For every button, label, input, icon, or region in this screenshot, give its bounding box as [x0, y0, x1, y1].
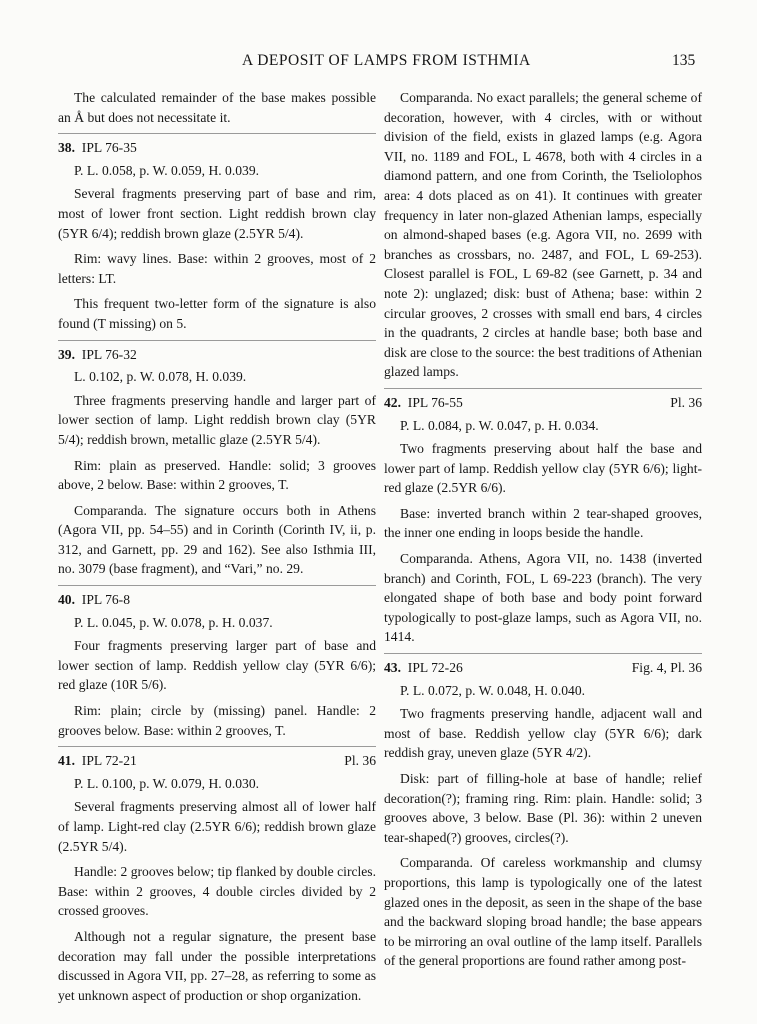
page-number: 135 — [672, 52, 696, 69]
entry-42-measurements: P. L. 0.084, p. W. 0.047, p. H. 0.034. — [400, 417, 599, 433]
entry-divider — [58, 585, 376, 586]
entry-43-description: Two fragments preserving handle, adjacent wall and most of base. Reddish yellow clay (5YR 6/6); dark reddish gray, uneven glaze (5YR 4/2). — [384, 706, 702, 761]
inventory-id: IPL 72-26 — [407, 660, 463, 676]
entry-number: 43. — [384, 660, 401, 676]
plate-reference: Pl. 36 — [344, 753, 376, 769]
entry-40-measurements: P. L. 0.045, p. W. 0.078, p. H. 0.037. — [74, 614, 273, 630]
entry-number: 42. — [384, 394, 401, 410]
left-column — [58, 88, 376, 1011]
entry-39-comparanda: Comparanda. The signature occurs both in Athens (Agora VII, pp. 54–55) and in Corinth (Corinth IV, ii, p. 312, and Garnett, pp. 29 and 162). See also Isthmia III, no. 3079 (base fragment), and “Vari,” no. 29. — [58, 502, 376, 577]
intro-paragraph: The calculated remainder of the base makes possible an Å but does not necessitate it. — [58, 90, 376, 125]
inventory-id: IPL 76-55 — [407, 394, 463, 410]
page-header — [0, 52, 757, 76]
entry-41-comparanda: Comparanda. No exact parallels; the general scheme of decoration, however, with 4 circles, with or without division of the field, exists in glazed lamps (e.g. Agora VII, no. 1189 and FOL, L 4678, both with 4 circles in a diamond pattern, and one from Corinth, the Tseliolophos area: 4 dots placed as on 41). It continues with greater frequency in later non-glazed Athenian lamps, especially on almond-shaped bases (e.g. Agora VII, no. 2699 with branches as crossbars, no. 2487, and FOL, L 69-253). Closest parallel is FOL, L 69-82 (see Garnett, p. 34 and note 2): unglazed; disk: bust of Athena; base: within 2 circular grooves, 2 crosses with small end bars, 4 circles in the quadrants, 2 circles at handle base; both base and disk are close to the source: the best traditions of Athenian glazed lamps. — [384, 90, 702, 380]
entry-38-description: Several fragments preserving part of base and rim, most of lower front section. Light reddish brown clay (5YR 6/4); reddish brown glaze (2.5YR 5/4). — [58, 186, 376, 241]
entry-43-comparanda: Comparanda. Of careless workmanship and clumsy proportions, this lamp is typologically one of the latest glazed ones in the deposit, as seen in the shape of the base and the backward sloping broad handle; the base appears to be mirroring an oval outline of the lamp itself. Parallels of the general proportions are found rather among post- — [384, 855, 702, 969]
entry-number: 38. — [58, 140, 75, 156]
right-column — [384, 88, 702, 977]
entry-42-comparanda: Comparanda. Athens, Agora VII, no. 1438 (inverted branch) and Corinth, FOL, L 69-223 (branch). The very elongated shape of both base and body point forward typologically to post-glaze lamps, such as Agora VII, no. 1414. — [384, 551, 702, 645]
inventory-id: IPL 76-35 — [81, 140, 137, 156]
inventory-id: IPL 72-21 — [81, 753, 137, 769]
entry-41-measurements: P. L. 0.100, p. W. 0.079, H. 0.030. — [74, 775, 260, 791]
entry-number: 40. — [58, 592, 75, 608]
entry-43-heading — [384, 658, 702, 678]
entry-41-heading — [58, 751, 376, 771]
entry-41-handle-base: Handle: 2 grooves below; tip flanked by double circles. Base: within 2 grooves, 4 double circles divided by 2 crossed grooves. — [58, 864, 376, 919]
entry-42-base: Base: inverted branch within 2 tear-shaped grooves, the inner one ending in loops beside the handle. — [384, 505, 702, 541]
entry-number: 39. — [58, 346, 75, 362]
inventory-id: IPL 76-32 — [81, 346, 137, 362]
entry-39-description: Three fragments preserving handle and larger part of lower section of lamp. Light reddish brown clay (5YR 5/4); reddish brown, metallic glaze (2.5YR 5/4). — [58, 392, 376, 447]
entry-41-description: Several fragments preserving almost all of lower half of lamp. Light-red clay (2.5YR 6/6); reddish brown glaze (2.5YR 5/4). — [58, 799, 376, 854]
plate-reference: Pl. 36 — [670, 394, 702, 410]
running-title: A DEPOSIT OF LAMPS FROM ISTHMIA — [242, 52, 531, 69]
entry-40-description: Four fragments preserving larger part of base and lower section of lamp. Reddish yellow clay (5YR 6/6); red glaze (10R 5/6). — [58, 638, 376, 693]
entry-divider — [58, 746, 376, 747]
entry-divider — [58, 133, 376, 134]
entry-38-rim-base: Rim: wavy lines. Base: within 2 grooves, most of 2 letters: LT. — [58, 251, 376, 286]
entry-38-measurements: P. L. 0.058, p. W. 0.059, H. 0.039. — [74, 162, 260, 178]
plate-reference: Fig. 4, Pl. 36 — [631, 660, 702, 676]
entry-38-note: This frequent two-letter form of the signature is also found (T missing) on 5. — [58, 296, 376, 331]
entry-43-disk-rim: Disk: part of filling-hole at base of handle; relief decoration(?); framing ring. Rim: plain. Handle: solid; 3 grooves above, 3 below. Base (Pl. 36): within 2 uneven tear-shaped(?) grooves, circles(?). — [384, 771, 702, 845]
entry-40-heading — [58, 590, 376, 610]
entry-39-rim-handle: Rim: plain as preserved. Handle: solid; 3 grooves above, 2 below. Base: within 2 grooves, T. — [58, 457, 376, 493]
entry-42-description: Two fragments preserving about half the base and lower part of lamp. Reddish yellow clay (5YR 6/6); light-red glaze (2.5YR 6/6). — [384, 441, 702, 496]
entry-42-heading — [384, 393, 702, 413]
entry-40-rim-handle: Rim: plain; circle by (missing) panel. Handle: 2 grooves below. Base: within 2 grooves, T. — [58, 703, 376, 738]
entry-38-heading — [58, 138, 376, 158]
entry-43-measurements: P. L. 0.072, p. W. 0.048, H. 0.040. — [400, 682, 586, 698]
entry-divider — [58, 340, 376, 341]
entry-divider — [384, 388, 702, 389]
entry-number: 41. — [58, 753, 75, 769]
inventory-id: IPL 76-8 — [81, 592, 130, 608]
entry-39-measurements: L. 0.102, p. W. 0.078, H. 0.039. — [74, 369, 247, 385]
entry-41-note: Although not a regular signature, the present base decoration may fall under the possible interpretations discussed in Agora VII, pp. 27–28, as referring to some as yet unknown aspect of production or shop organization. — [58, 928, 376, 1003]
entry-divider — [384, 653, 702, 654]
entry-39-heading — [58, 345, 376, 365]
